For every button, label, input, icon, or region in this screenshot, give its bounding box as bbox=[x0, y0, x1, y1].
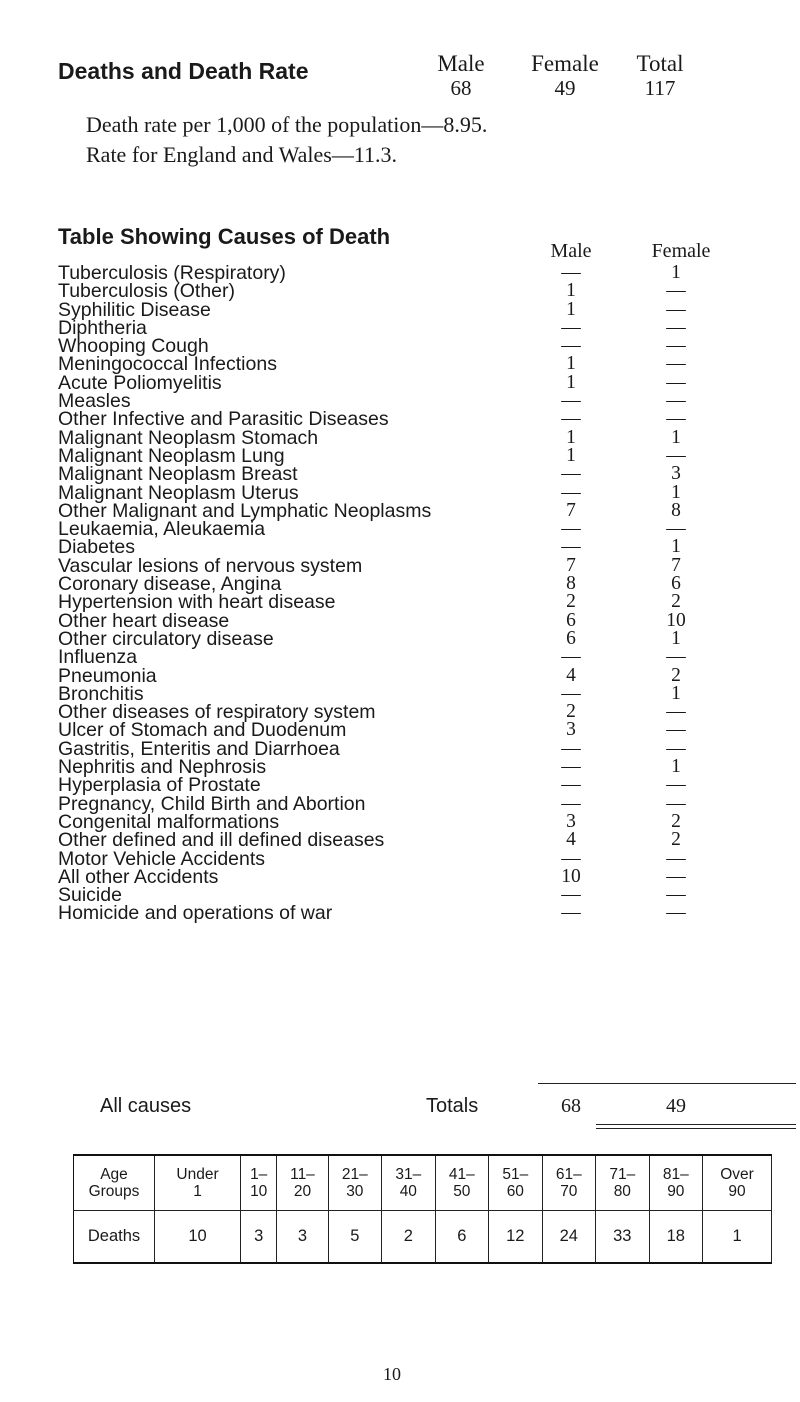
cause-label: Malignant Neoplasm Uterus bbox=[58, 481, 299, 504]
cause-label: Whooping Cough bbox=[58, 335, 209, 358]
cause-row bbox=[58, 298, 758, 321]
age-deaths-cell: 5 bbox=[328, 1211, 382, 1264]
cause-male-count: — bbox=[561, 408, 581, 430]
cause-row bbox=[58, 646, 758, 669]
cause-label: Malignant Neoplasm Lung bbox=[58, 444, 285, 467]
cause-male-count: 1 bbox=[566, 426, 576, 448]
cause-male-count: 1 bbox=[566, 298, 576, 320]
cause-male-count: 1 bbox=[566, 371, 576, 393]
age-deaths-cell: 2 bbox=[382, 1211, 436, 1264]
age-group-cell: Over 90 bbox=[703, 1155, 772, 1211]
cause-label: Tuberculosis (Other) bbox=[58, 280, 235, 303]
cause-female-count: — bbox=[666, 884, 686, 906]
cause-male-count: 1 bbox=[566, 353, 576, 375]
cause-row bbox=[58, 536, 758, 559]
age-group-cell: 51– 60 bbox=[489, 1155, 543, 1211]
cause-label: Malignant Neoplasm Stomach bbox=[58, 426, 319, 449]
cause-label: Meningococcal Infections bbox=[58, 353, 277, 376]
cause-female-count: 2 bbox=[671, 810, 681, 832]
cause-female-count: 2 bbox=[671, 591, 681, 613]
cause-female-count: — bbox=[666, 316, 686, 338]
cause-female-count: 1 bbox=[671, 682, 681, 704]
cause-male-count: — bbox=[561, 390, 581, 412]
cause-female-count: 2 bbox=[671, 829, 681, 851]
cause-label: Acute Poliomyelitis bbox=[58, 371, 222, 394]
cause-label: Coronary disease, Angina bbox=[58, 573, 282, 596]
age-deaths-cell: 18 bbox=[649, 1211, 703, 1264]
cause-female-count: — bbox=[666, 774, 686, 796]
cause-female-count: — bbox=[666, 792, 686, 814]
cause-female-count: 1 bbox=[671, 426, 681, 448]
cause-label: Other Infective and Parasitic Diseases bbox=[58, 408, 389, 431]
cause-male-count: 7 bbox=[566, 499, 576, 521]
female-column-header: Female bbox=[651, 240, 711, 262]
cause-male-count: — bbox=[561, 262, 581, 283]
cause-female-count: — bbox=[666, 408, 686, 430]
cause-male-count: — bbox=[561, 847, 581, 869]
cause-label: Other Malignant and Lymphatic Neoplasms bbox=[58, 499, 432, 522]
cause-row bbox=[58, 664, 758, 687]
cause-label: Hyperplasia of Prostate bbox=[58, 774, 261, 797]
cause-male-count: 1 bbox=[566, 444, 576, 466]
cause-label: Ulcer of Stomach and Duodenum bbox=[58, 719, 347, 742]
cause-female-count: — bbox=[666, 737, 686, 759]
cause-male-count: — bbox=[561, 463, 581, 485]
cause-label: Congenital malformations bbox=[58, 810, 280, 833]
cause-male-count: 4 bbox=[566, 664, 576, 686]
header-total-value: 117 bbox=[644, 76, 676, 100]
death-rate-line: Death rate per 1,000 of the population—8.95. bbox=[86, 112, 488, 137]
cause-label: Nephritis and Nephrosis bbox=[58, 756, 267, 779]
cause-label: Influenza bbox=[58, 646, 138, 669]
cause-female-count: 1 bbox=[671, 481, 681, 503]
cause-female-count: 1 bbox=[671, 536, 681, 558]
cause-row bbox=[58, 865, 758, 888]
cause-row bbox=[58, 591, 758, 614]
age-deaths-cell: 6 bbox=[435, 1211, 489, 1264]
causes-table-title: Table Showing Causes of Death bbox=[58, 224, 391, 249]
age-groups-label: Age Groups bbox=[74, 1155, 155, 1211]
cause-male-count: 4 bbox=[566, 829, 576, 851]
cause-male-count: — bbox=[561, 518, 581, 540]
cause-label: Homicide and operations of war bbox=[58, 902, 333, 925]
cause-male-count: — bbox=[561, 335, 581, 357]
cause-male-count: — bbox=[561, 682, 581, 704]
age-group-cell: 71– 80 bbox=[596, 1155, 650, 1211]
cause-label: All other Accidents bbox=[58, 865, 219, 888]
cause-female-count: 1 bbox=[671, 756, 681, 778]
cause-label: Hypertension with heart disease bbox=[58, 591, 336, 614]
cause-label: Syphilitic Disease bbox=[58, 298, 211, 321]
cause-male-count: 2 bbox=[566, 591, 576, 613]
cause-male-count: — bbox=[561, 884, 581, 906]
age-deaths-cell: 3 bbox=[241, 1211, 277, 1264]
header-total-column bbox=[615, 52, 705, 100]
totals-female: 49 bbox=[666, 1095, 686, 1117]
cause-row bbox=[58, 408, 758, 431]
cause-male-count: 6 bbox=[566, 627, 576, 649]
age-deaths-cell: 33 bbox=[596, 1211, 650, 1264]
cause-male-count: 10 bbox=[561, 865, 581, 887]
cause-male-count: — bbox=[561, 774, 581, 796]
age-deaths-cell: 24 bbox=[542, 1211, 596, 1264]
cause-row bbox=[58, 627, 758, 650]
age-deaths-cell: 10 bbox=[155, 1211, 241, 1264]
england-wales-rate-line: Rate for England and Wales—11.3. bbox=[86, 142, 398, 167]
cause-label: Other defined and ill defined diseases bbox=[58, 829, 385, 852]
age-group-cell: 1– 10 bbox=[241, 1155, 277, 1211]
cause-male-count: — bbox=[561, 646, 581, 668]
header-female-value: 49 bbox=[554, 76, 576, 100]
header-male-label: Male bbox=[437, 51, 485, 76]
age-groups-table bbox=[73, 1154, 772, 1264]
section-title: Deaths and Death Rate bbox=[58, 58, 309, 84]
cause-female-count: — bbox=[666, 371, 686, 393]
cause-male-count: 2 bbox=[566, 701, 576, 723]
age-group-cell: Under 1 bbox=[155, 1155, 241, 1211]
cause-label: Diphtheria bbox=[58, 316, 147, 339]
cause-row bbox=[58, 719, 758, 742]
cause-male-count: — bbox=[561, 536, 581, 558]
cause-male-count: 7 bbox=[566, 554, 576, 576]
header-male-value: 68 bbox=[450, 76, 472, 100]
age-group-cell: 21– 30 bbox=[328, 1155, 382, 1211]
cause-male-count: 8 bbox=[566, 573, 576, 595]
age-group-cell: 41– 50 bbox=[435, 1155, 489, 1211]
totals-label: All causes bbox=[100, 1095, 192, 1117]
cause-female-count: — bbox=[666, 298, 686, 320]
cause-female-count: 2 bbox=[671, 664, 681, 686]
header-female-column bbox=[520, 52, 610, 100]
age-deaths-cell: 12 bbox=[489, 1211, 543, 1264]
cause-female-count: — bbox=[666, 847, 686, 869]
cause-row bbox=[58, 902, 758, 925]
cause-row bbox=[58, 280, 758, 303]
cause-female-count: — bbox=[666, 518, 686, 540]
cause-male-count: 6 bbox=[566, 609, 576, 631]
age-deaths-row bbox=[74, 1211, 772, 1264]
cause-female-count: — bbox=[666, 701, 686, 723]
cause-female-count: 10 bbox=[666, 609, 686, 631]
cause-female-count: 1 bbox=[671, 262, 681, 283]
cause-label: Bronchitis bbox=[58, 682, 144, 705]
totals-rule bbox=[538, 1083, 796, 1084]
cause-male-count: — bbox=[561, 737, 581, 759]
cause-row bbox=[58, 463, 758, 486]
cause-male-count: — bbox=[561, 902, 581, 924]
cause-label: Other heart disease bbox=[58, 609, 230, 632]
cause-female-count: — bbox=[666, 353, 686, 375]
cause-female-count: 8 bbox=[671, 499, 681, 521]
header-female-label: Female bbox=[531, 51, 599, 76]
cause-label: Motor Vehicle Accidents bbox=[58, 847, 266, 870]
causes-table bbox=[58, 264, 758, 923]
header-total-label: Total bbox=[636, 51, 684, 76]
age-group-cell: 61– 70 bbox=[542, 1155, 596, 1211]
cause-label: Pneumonia bbox=[58, 664, 157, 687]
page-number: 10 bbox=[383, 1364, 401, 1384]
age-deaths-cell: 1 bbox=[703, 1211, 772, 1264]
cause-label: Measles bbox=[58, 390, 131, 413]
cause-row bbox=[58, 518, 758, 541]
cause-male-count: 1 bbox=[566, 280, 576, 302]
cause-male-count: — bbox=[561, 756, 581, 778]
cause-label: Diabetes bbox=[58, 536, 135, 559]
cause-male-count: — bbox=[561, 481, 581, 503]
cause-female-count: — bbox=[666, 335, 686, 357]
double-rule bbox=[596, 1124, 796, 1129]
cause-female-count: — bbox=[666, 865, 686, 887]
age-group-cell: 31– 40 bbox=[382, 1155, 436, 1211]
cause-female-count: 1 bbox=[671, 627, 681, 649]
cause-female-count: 7 bbox=[671, 554, 681, 576]
cause-row bbox=[58, 371, 758, 394]
age-deaths-label: Deaths bbox=[74, 1211, 155, 1264]
male-column-header: Male bbox=[550, 240, 592, 262]
cause-label: Tuberculosis (Respiratory) bbox=[58, 262, 286, 284]
cause-label: Gastritis, Enteritis and Diarrhoea bbox=[58, 737, 340, 760]
cause-label: Malignant Neoplasm Breast bbox=[58, 463, 298, 486]
cause-row bbox=[58, 829, 758, 852]
cause-female-count: — bbox=[666, 280, 686, 302]
age-groups-row bbox=[74, 1155, 772, 1211]
cause-male-count: — bbox=[561, 316, 581, 338]
cause-male-count: 3 bbox=[566, 810, 576, 832]
cause-female-count: — bbox=[666, 646, 686, 668]
totals-word: Totals bbox=[426, 1095, 479, 1117]
totals-male: 68 bbox=[561, 1095, 581, 1117]
cause-male-count: — bbox=[561, 792, 581, 814]
cause-female-count: — bbox=[666, 390, 686, 412]
cause-female-count: — bbox=[666, 719, 686, 741]
age-group-cell: 11– 20 bbox=[277, 1155, 328, 1211]
cause-label: Suicide bbox=[58, 884, 122, 907]
header-male-column bbox=[416, 52, 506, 100]
age-group-cell: 81– 90 bbox=[649, 1155, 703, 1211]
cause-label: Pregnancy, Child Birth and Abortion bbox=[58, 792, 366, 815]
cause-female-count: 3 bbox=[671, 463, 681, 485]
cause-label: Leukaemia, Aleukaemia bbox=[58, 518, 266, 541]
cause-label: Other circulatory disease bbox=[58, 627, 274, 650]
cause-row bbox=[58, 774, 758, 797]
cause-label: Other diseases of respiratory system bbox=[58, 701, 376, 724]
cause-female-count: — bbox=[666, 902, 686, 924]
cause-female-count: 6 bbox=[671, 573, 681, 595]
cause-female-count: — bbox=[666, 444, 686, 466]
age-deaths-cell: 3 bbox=[277, 1211, 328, 1264]
cause-male-count: 3 bbox=[566, 719, 576, 741]
cause-label: Vascular lesions of nervous system bbox=[58, 554, 363, 577]
